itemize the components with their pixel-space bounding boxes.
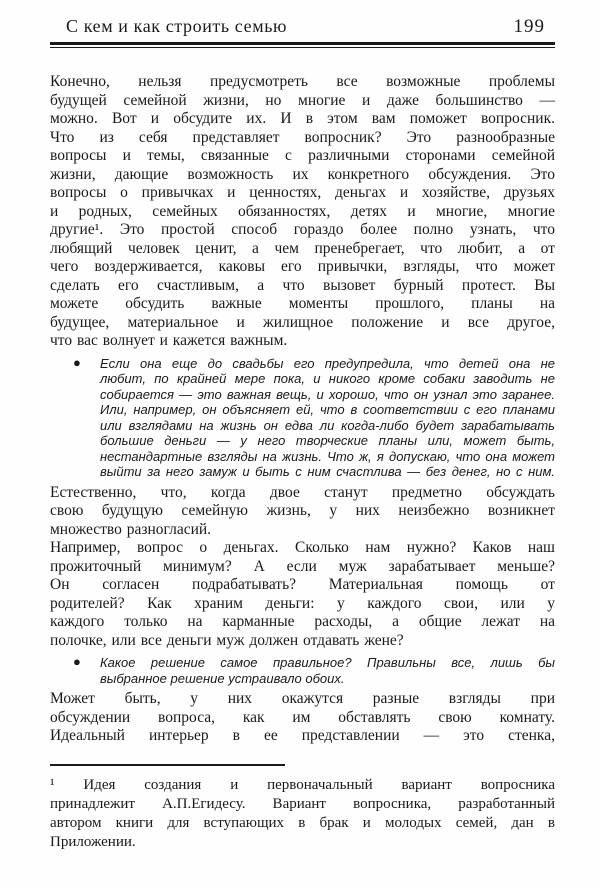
text-line: каждого только на карманные расходы, а общие лежат на [50,613,555,630]
header-rule-thin [50,47,555,48]
paragraph-interior [50,690,555,746]
header-rule-thick [50,42,555,45]
page-body [50,73,555,852]
bullet-paragraph-decision [73,654,555,686]
text-line: выйти за него замуж и быть с ним счастлива — без денег, но с ним. [100,464,555,479]
running-title: С кем и как строить семью [66,16,288,36]
text-line: выбранное решение устраивало обоих. [100,670,345,686]
paragraph-intro [50,73,555,129]
text-line: Может быть, у них окажутся разные взгляды при [50,690,555,707]
footnote-rule [50,764,285,766]
text-line: Или, например, он объясняет ей, что в соответствии с его планами [100,402,555,417]
footnote [50,776,555,852]
text-line: Конечно, нельзя предусмотреть все возможные проблемы [50,73,555,90]
text-line: Что из себя представляет вопросник? Это разнообразные [50,128,555,146]
paragraph-questionnaire [50,129,555,351]
footnote-line: принадлежит А.П.Егидесу. Вариант вопросника, разработанный [50,795,555,812]
text-line: будущей семейной жизни, но многие и даже большинство — [50,91,555,109]
text-line: собирается — это важная вещь, и хорошо, что он узнал это заранее. [100,386,555,402]
page-number: 199 [513,16,545,37]
text-line: будущее, материальное и жилищное положение и все другое, [50,313,555,331]
text-line: нестандартные взгляды на жизнь. Что ж, я допускаю, что она может [100,448,555,464]
text-line: сделать его счастливым, а что вызовет бурный протест. Вы [50,276,555,294]
text-line: можете обсудить важные моменты прошлого, планы на [50,295,555,312]
text-line: множество разногласий. [50,520,212,538]
text-line: большие деньги — у него творческие планы или, может быть, [100,433,555,448]
text-line: что вас волнует и кажется важным. [50,332,288,349]
text-line: чего воздерживается, каковы его привычки, взгляды, что может [50,258,555,275]
footnote-line: ¹ Идея создания и первоначальный вариант вопросника [50,776,555,793]
text-line: Например, вопрос о деньгах. Сколько нам нужно? Каков наш [50,539,555,556]
text-line: Какое решение самое правильное? Правильны все, лишь бы [100,655,555,670]
text-line: Естественно, что, когда двое станут предметно обсуждать [50,483,555,501]
bullet-paragraph-example [73,354,555,480]
text-line: обсуждении вопроса, как им обставлять свою комнату. [50,708,555,726]
text-line: Идеальный интерьер в ее представлении — это стенка, [50,727,555,744]
text-line: прожиточный минимум? А если муж зарабатывает меньше? [50,557,555,575]
text-line: жизни, дающие возможность их конкретного обсуждения. Это [50,165,555,183]
paragraph-disagreements [50,484,555,540]
text-line: другие¹. Это простой способ гораздо более полно узнать, что [50,221,555,238]
text-line: полочке, или все деньги муж должен отдавать жене? [50,631,404,649]
text-line: вопросы и темы, связанные с различными сторонами семейной [50,147,555,164]
bullet-icon: ● [73,354,81,370]
text-line: вопросы о привычках и ценностях, деньгах и хозяйстве, друзьях [50,184,555,201]
text-line: Если она еще до свадьбы его предупредила, что детей она не [100,355,555,371]
bullet-icon: ● [73,654,81,669]
footnote-line: автором книги для вступающих в брак и молодых семей, дан в [50,814,555,831]
text-line: можно. Вот и обсудите их. И в этом вам поможет вопросник. [50,110,555,127]
paragraph-money [50,539,555,650]
page-header [50,16,555,38]
text-line: любит, по крайней мере пока, и никого кроме собаки заводить не [100,371,555,386]
text-line: свою будущую семейную жизнь, у них неизбежно возникнет [50,502,555,519]
text-line: любящий человек ценит, а чем пренебрегает, что любит, а от [50,239,555,257]
text-line: Он согласен подрабатывать? Материальная помощь от [50,576,555,593]
text-line: или взглядами на жизнь он едва ли когда-либо будет зарабатывать [100,417,555,433]
text-line: родителей? Как храним деньги: у каждого свои, или у [50,594,555,612]
text-line: и родных, семейных обязанностях, детях и многие, многие [50,202,555,220]
footnote-line: Приложении. [50,833,136,850]
